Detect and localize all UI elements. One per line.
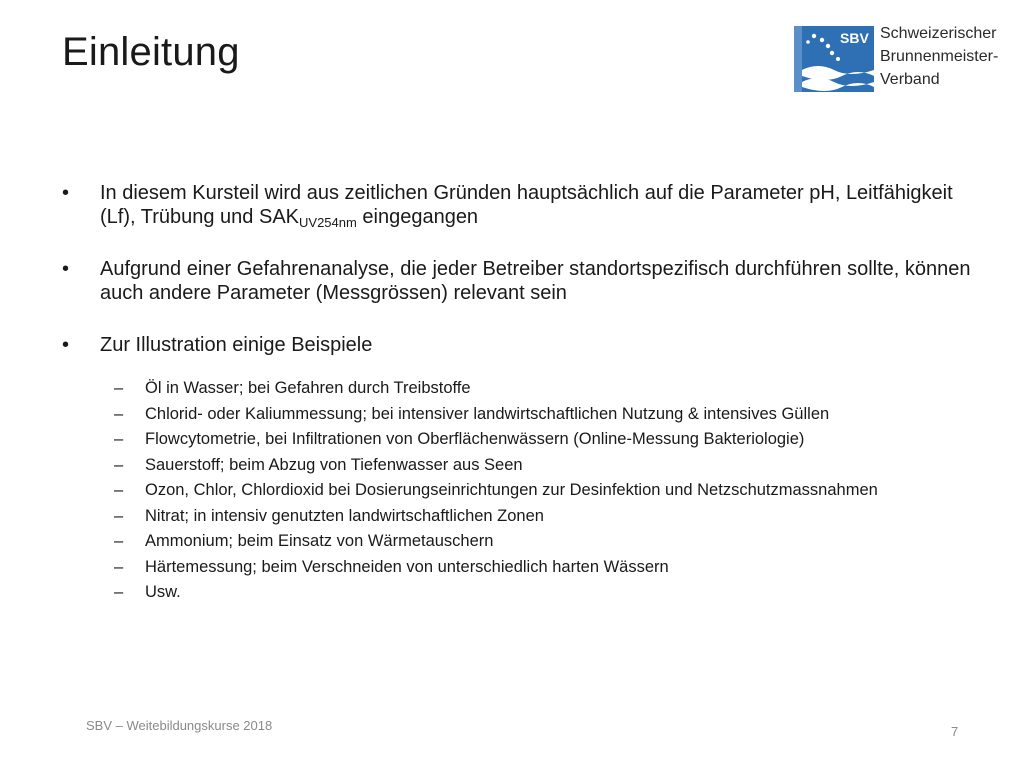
example-item (114, 456, 982, 475)
logo-line-3: Verband (880, 71, 940, 88)
bullet-item (62, 333, 982, 357)
dash-marker: – (114, 404, 124, 423)
bullet-marker: • (62, 334, 70, 356)
example-item (114, 532, 982, 551)
example-item (114, 507, 982, 526)
example-text: Härtemessung; beim Verschneiden von unterschiedlich harten Wässern (145, 557, 669, 576)
footer-text: SBV – Weitebildungskurse 2018 (86, 718, 273, 733)
example-text: Usw. (145, 583, 181, 601)
logo-line-2: Brunnenmeister- (880, 48, 999, 65)
dash-marker: – (114, 506, 124, 525)
dash-marker: – (114, 557, 124, 576)
logo-text (880, 22, 998, 91)
example-text: Ammonium; beim Einsatz von Wärmetauschern (145, 532, 494, 550)
sbv-logo-mark-text: SBV (840, 30, 869, 46)
bullet-marker: • (62, 182, 70, 204)
examples-list (114, 379, 982, 602)
bullet-marker: • (62, 258, 70, 280)
dash-marker: – (114, 430, 124, 448)
page-number: 7 (951, 724, 959, 739)
bullet-text: In diesem Kursteil wird aus zeitlichen Gründen hauptsächlich auf die Parameter pH, Leitfähigkeit (Lf), Trübung und SAK (100, 182, 953, 228)
bullet-text-end: eingegangen (356, 206, 479, 228)
example-text: Öl in Wasser; bei Gefahren durch Treibstoffe (145, 379, 471, 397)
example-item (114, 583, 982, 602)
dash-marker: – (114, 532, 124, 550)
dash-marker: – (114, 481, 124, 499)
bullet-text: Aufgrund einer Gefahrenanalyse, die jeder Betreiber standortspezifisch durchführen sollte, können auch andere Parameter (Messgrössen) relevant sein (100, 258, 971, 304)
logo-line-1: Schweizerischer (880, 25, 997, 42)
bullet-item (62, 181, 982, 229)
example-item (114, 430, 982, 449)
example-item (114, 558, 982, 577)
dash-marker: – (114, 455, 124, 474)
example-text: Sauerstoff; beim Abzug von Tiefenwasser aus Seen (145, 455, 523, 474)
sbv-logo-icon (794, 26, 874, 92)
example-item (114, 379, 982, 398)
example-text: Flowcytometrie, bei Infiltrationen von Oberflächenwässern (Online-Messung Bakteriologie) (145, 430, 805, 448)
slide-title: Einleitung (62, 30, 240, 74)
dash-marker: – (114, 583, 124, 601)
bullet-text: Zur Illustration einige Beispiele (100, 334, 373, 356)
slide-content (62, 181, 982, 609)
dash-marker: – (114, 379, 124, 397)
sbv-logo (794, 22, 1006, 96)
bullet-subscript: UV254nm (299, 215, 357, 230)
bullet-item (62, 257, 982, 305)
example-item (114, 481, 982, 500)
example-text: Nitrat; in intensiv genutzten landwirtschaftlichen Zonen (145, 506, 544, 525)
example-text: Chlorid- oder Kaliummessung; bei intensiver landwirtschaftlichen Nutzung & intensives Güllen (145, 404, 830, 423)
example-text: Ozon, Chlor, Chlordioxid bei Dosierungseinrichtungen zur Desinfektion und Netzschutzmassnahmen (145, 481, 878, 499)
example-item (114, 405, 982, 424)
